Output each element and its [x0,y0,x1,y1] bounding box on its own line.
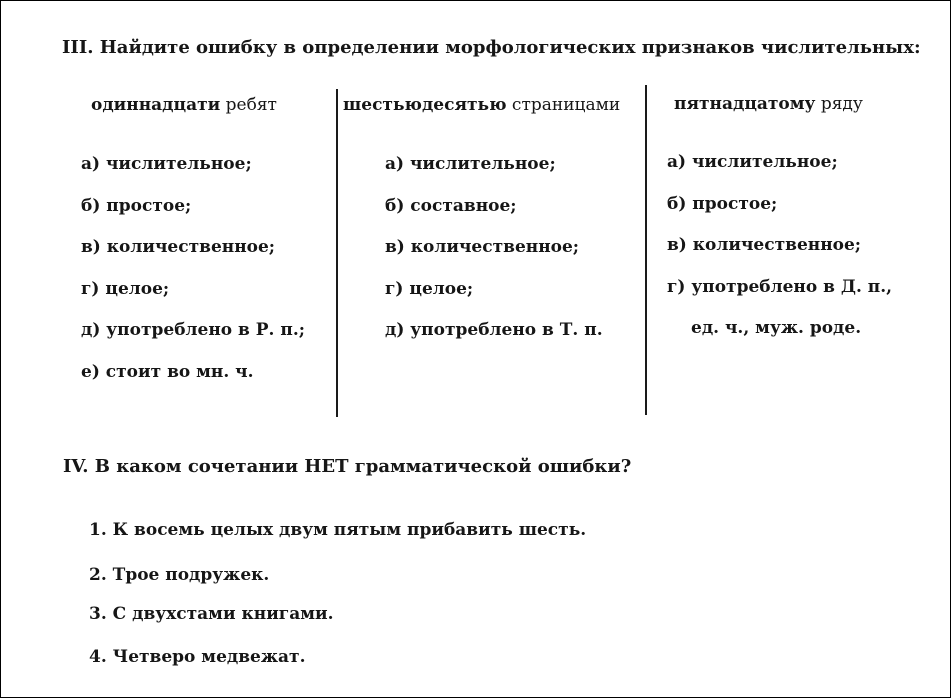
column-divider-2 [645,85,647,415]
column-2-item: б) составное; [385,196,517,216]
column-1-header-word: одиннадцати [91,95,221,115]
column-1-item: в) количественное; [81,237,276,257]
section-3-title: III. Найдите ошибку в определении морфологических признаков числительных: [62,37,921,58]
column-2-header-rest: страницами [506,95,621,115]
column-1-item: а) числительное; [81,154,252,174]
column-2-item: в) количественное; [385,237,580,257]
column-3-header-word: пятнадцатому [674,94,816,114]
column-1-header-rest: ребят [220,95,277,115]
column-3-item: г) употреблено в Д. п., [667,277,893,297]
column-3-item: а) числительное; [667,152,838,172]
column-3-header-rest: ряду [815,94,863,114]
column-2-header-word: шестьюдесятью [343,95,507,115]
column-2-item: д) употреблено в Т. п. [385,320,603,340]
column-1-item: б) простое; [81,196,192,216]
answer-option: 3. С двухстами книгами. [89,604,334,624]
column-divider-1 [336,89,338,417]
column-3-item: ед. ч., муж. роде. [691,318,862,338]
section-4-title: IV. В каком сочетании НЕТ грамматической ошибки? [63,456,632,477]
column-3-item: б) простое; [667,194,778,214]
answer-option: 2. Трое подружек. [89,565,270,585]
column-1-item: д) употреблено в Р. п.; [81,320,306,340]
column-2-item: г) целое; [385,279,474,299]
column-2-item: а) числительное; [385,154,556,174]
column-1-item: е) стоит во мн. ч. [81,362,254,382]
column-2-header [343,95,620,115]
answer-option: 4. Четверо медвежат. [89,647,306,667]
column-3-header [674,94,863,114]
answer-option: 1. К восемь целых двум пятым прибавить шесть. [89,520,587,540]
column-1-header [91,95,277,115]
column-1-item: г) целое; [81,279,170,299]
column-3-item: в) количественное; [667,235,862,255]
